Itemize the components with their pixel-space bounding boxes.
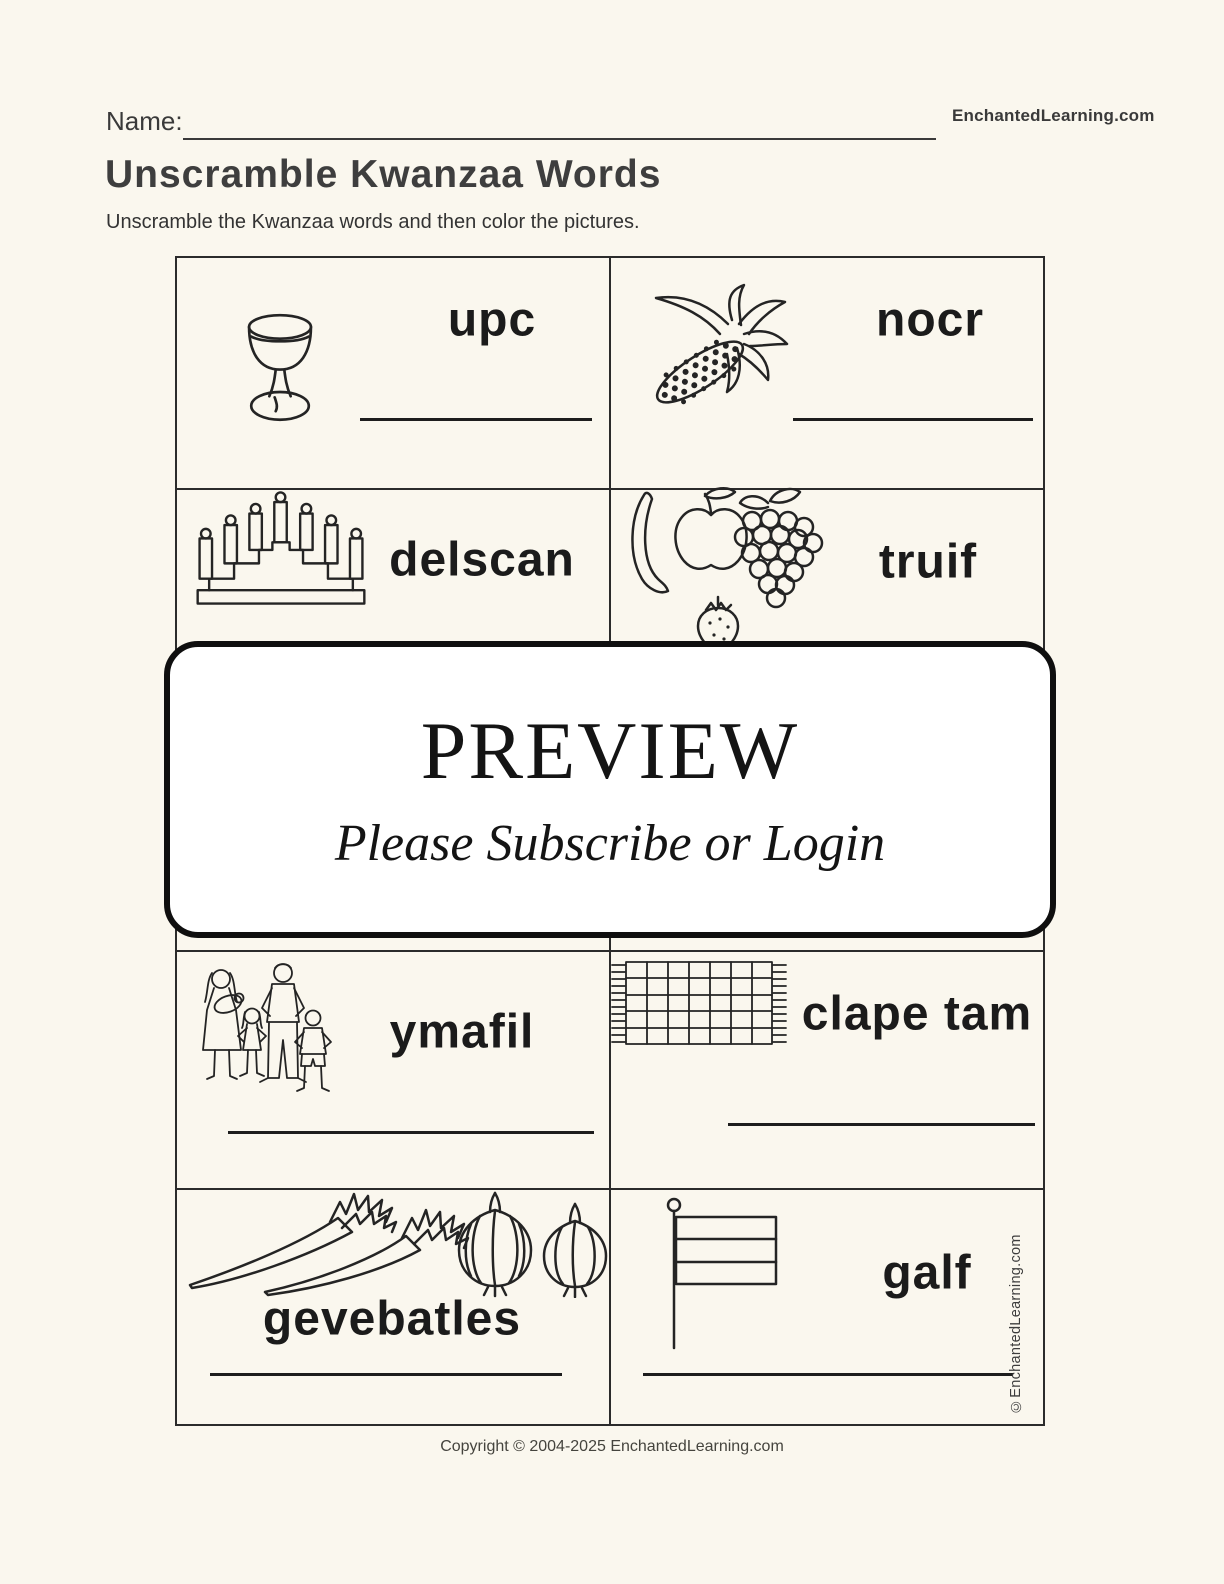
instructions-text: Unscramble the Kwanzaa words and then color the pictures. — [106, 211, 640, 233]
fruit-icon — [618, 483, 840, 655]
site-logo-text: EnchantedLearning.com — [952, 106, 1155, 125]
scrambled-word: clape tam — [801, 987, 1033, 1041]
side-copyright-text: ©EnchantedLearning.com — [1008, 1234, 1024, 1414]
footer-copyright: Copyright © 2004-2025 EnchantedLearning.com — [440, 1438, 784, 1455]
cup-icon — [240, 312, 320, 424]
name-label: Name: — [106, 106, 183, 136]
name-write-line[interactable] — [183, 104, 936, 140]
answer-line[interactable] — [643, 1373, 1013, 1376]
preview-title: PREVIEW — [420, 704, 800, 796]
grid-row-divider — [175, 950, 1043, 952]
scrambled-word: galf — [882, 1246, 972, 1300]
scrambled-word: nocr — [875, 293, 985, 347]
preview-subscribe-login-text[interactable]: Please Subscribe or Login — [334, 814, 886, 872]
family-icon — [192, 960, 337, 1112]
scrambled-word: ymafil — [389, 1005, 535, 1059]
scrambled-word: upc — [447, 293, 537, 347]
preview-overlay — [164, 641, 1056, 938]
corn-icon — [638, 282, 790, 414]
answer-line[interactable] — [728, 1123, 1035, 1126]
scrambled-word: delscan — [389, 533, 575, 587]
vegetables-icon — [180, 1188, 610, 1298]
kinara-candles-icon — [190, 490, 372, 608]
answer-line[interactable] — [360, 418, 592, 421]
scrambled-word: truif — [878, 535, 978, 589]
place-mat-icon — [610, 956, 788, 1050]
flag-icon — [662, 1196, 787, 1354]
page-title: Unscramble Kwanzaa Words — [105, 153, 662, 196]
answer-line[interactable] — [793, 418, 1033, 421]
scrambled-word: gevebatles — [262, 1292, 522, 1346]
answer-line[interactable] — [210, 1373, 562, 1376]
answer-line[interactable] — [228, 1131, 594, 1134]
